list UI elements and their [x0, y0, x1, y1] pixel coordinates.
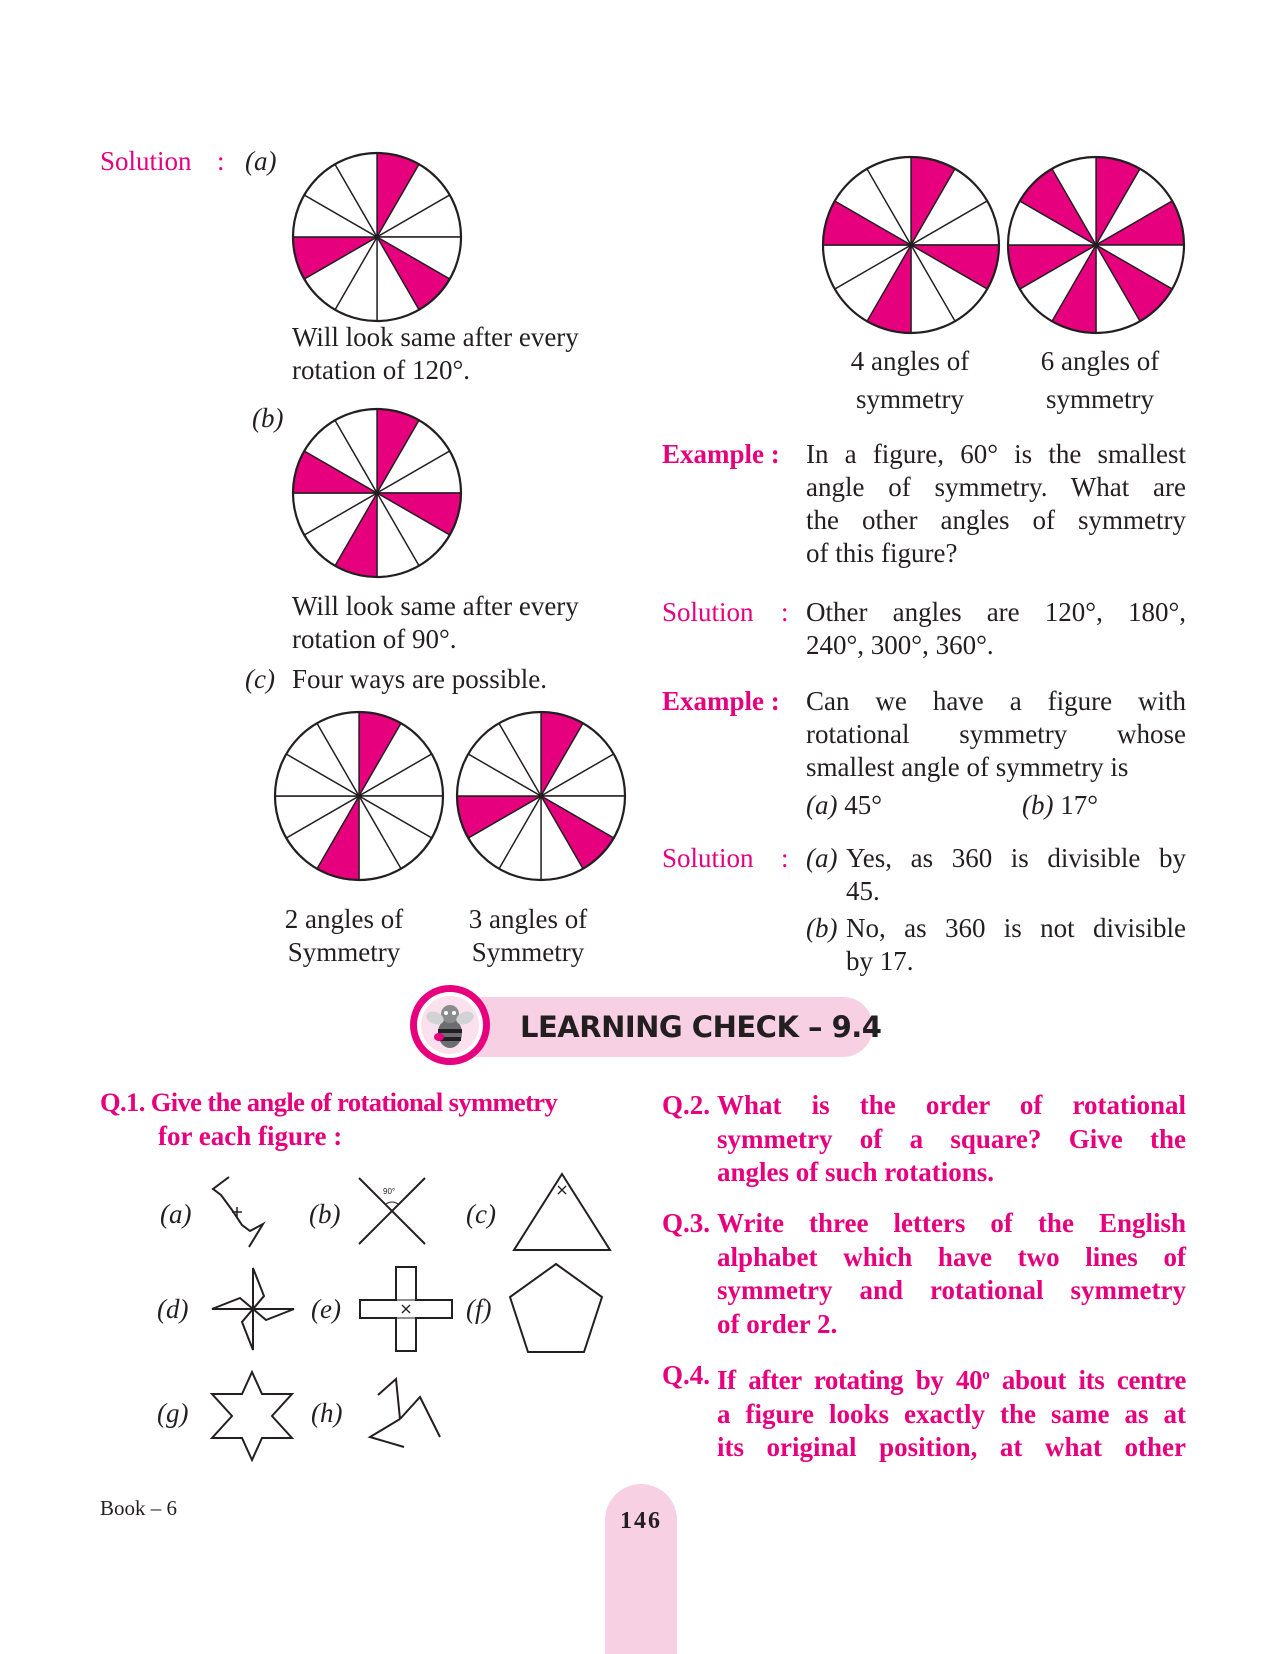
- wheel-top-r1: [821, 155, 1001, 335]
- bee-mascot-icon: [410, 985, 490, 1065]
- wheel-sol-a: [291, 151, 463, 323]
- figure-b-cross: [357, 1176, 427, 1246]
- caption-c2: 3 angles of Symmetry: [468, 904, 588, 967]
- wheel-sol-b: [291, 407, 463, 579]
- wheel-sol-c1: [273, 710, 445, 882]
- figure-a-zigzag: [205, 1175, 275, 1250]
- q3-text: Write three letters of the English alphabet which have two lines of symmetry and rotational symmetry of order 2.: [717, 1208, 1186, 1339]
- q1-marker-h: (h): [311, 1398, 343, 1428]
- part-c-marker: (c): [245, 664, 275, 694]
- q1-marker-e: (e): [311, 1294, 341, 1324]
- solution-3-label: Solution: [662, 843, 754, 873]
- part-c-text: Four ways are possible.: [292, 664, 547, 694]
- caption-c1: 2 angles of Symmetry: [284, 904, 404, 967]
- figure-e-plus: [358, 1265, 454, 1353]
- caption-b-line2: rotation of 90°.: [292, 624, 457, 654]
- example-2-option-a: (a) 45°: [806, 790, 883, 820]
- wheel-sol-c2: [455, 710, 627, 882]
- q3-number: Q.3.: [662, 1208, 711, 1238]
- solution-2-text: Other angles are 120°, 180°, 240°, 300°, 360°.: [806, 597, 1186, 660]
- caption-a-line1: Will look same after every: [292, 322, 579, 352]
- solution-3-a-marker: (a): [806, 843, 838, 873]
- figure-g-star: [210, 1370, 294, 1462]
- q1-marker-a: (a): [160, 1199, 192, 1229]
- wheel-top-r2: [1006, 155, 1186, 335]
- book-label: Book – 6: [100, 1496, 178, 1520]
- q1-marker-g: (g): [157, 1398, 189, 1428]
- q4-text: If after rotating by 40$^o$ about its centre a figure looks exactly the same as at its original position, at what other: [717, 1365, 1186, 1462]
- q1-marker-c: (c): [466, 1199, 496, 1229]
- solution-3-a-text: Yes, as 360 is divisible by 45.: [846, 843, 1186, 906]
- q1-marker-b: (b): [309, 1199, 341, 1229]
- q1-marker-f: (f): [466, 1294, 492, 1324]
- q1-line2: for each figure :: [158, 1121, 343, 1151]
- page-number: 146: [620, 1508, 662, 1534]
- caption-b-line1: Will look same after every: [292, 591, 579, 621]
- solution-3-b-text: No, as 360 is not divisible by 17.: [846, 913, 1186, 976]
- solution-2-colon: :: [781, 597, 789, 627]
- part-a-marker: (a): [245, 146, 277, 176]
- q4-number: Q.4.: [662, 1360, 711, 1390]
- solution-2-label: Solution: [662, 597, 754, 627]
- part-b-marker: (b): [252, 403, 284, 433]
- caption-top-r1: 4 angles of symmetry: [850, 346, 970, 414]
- figure-f-pentagon: [508, 1262, 604, 1354]
- example-2-label: Example :: [662, 686, 780, 716]
- solution-3-colon: :: [781, 843, 789, 873]
- q1-marker-d: (d): [157, 1294, 189, 1324]
- solution-label: Solution: [100, 146, 192, 176]
- figure-b-angle-label: 90°: [383, 1187, 396, 1196]
- q2-number: Q.2.: [662, 1090, 711, 1120]
- caption-a-line2: rotation of 120°.: [292, 355, 471, 385]
- q1-line1: Q.1. Give the angle of rotational symmetry: [100, 1087, 558, 1117]
- figure-d-pinwheel: [210, 1266, 296, 1352]
- example-2-option-b: (b) 17°: [1022, 790, 1099, 820]
- figure-h-triskelion: [362, 1375, 444, 1455]
- figure-c-triangle: [512, 1172, 612, 1252]
- example-1-label: Example :: [662, 439, 780, 469]
- example-2-text: Can we have a figure with rotational symmetry whose smallest angle of symmetry is: [806, 686, 1186, 782]
- learning-check-title: LEARNING CHECK – 9.4: [520, 1010, 882, 1044]
- caption-top-r2: 6 angles of symmetry: [1040, 346, 1160, 414]
- example-1-text: In a figure, 60° is the smallest angle of symmetry. What are the other angles of symmetry of this figure?: [806, 439, 1186, 568]
- solution-3-b-marker: (b): [806, 913, 838, 943]
- solution-colon: :: [217, 146, 225, 176]
- q2-text: What is the order of rotational symmetry of a square? Give the angles of such rotations.: [717, 1090, 1186, 1187]
